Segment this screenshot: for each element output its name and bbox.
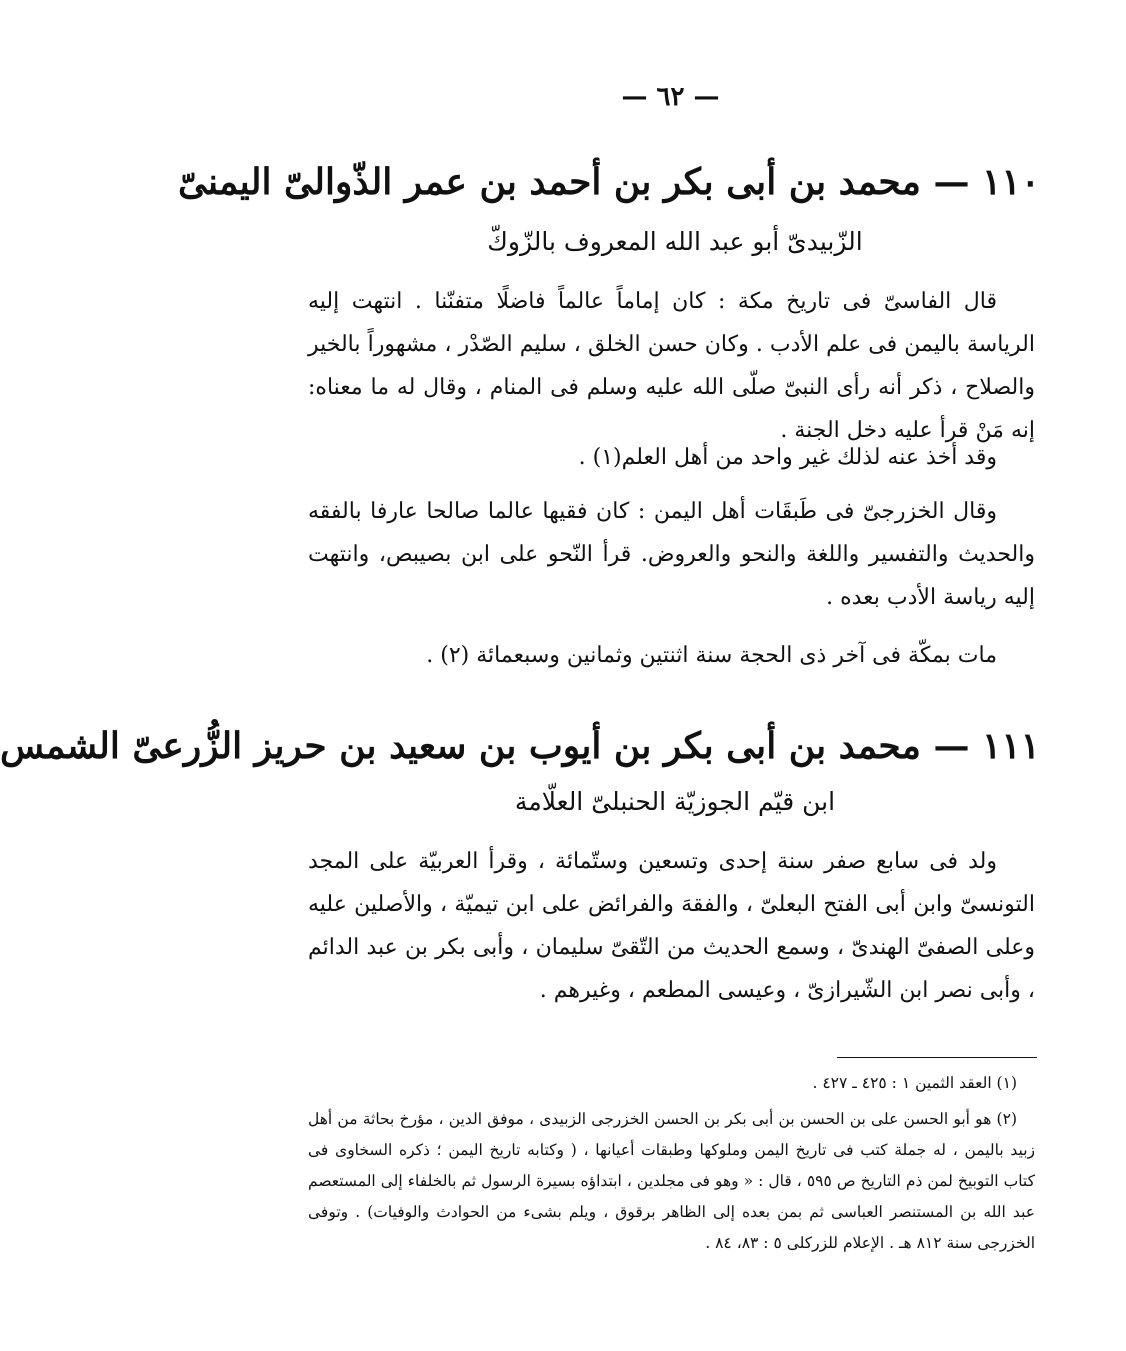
entry-110-paragraph-2: وقد أخذ عنه لذلك غير واحد من أهل العلم(١) . bbox=[578, 445, 997, 470]
footnote-separator bbox=[837, 1057, 1037, 1058]
entry-111-subtitle: ابن قيّم الجوزيّة الحنبلىّ العلّامة bbox=[514, 787, 836, 816]
entry-110-subtitle: الزّبيدىّ أبو عبد الله المعروف بالزّوكّ bbox=[487, 227, 863, 256]
entry-110-title: ١١٠ — محمد بن أبى بكر بن أحمد بن عمر الذّوالىّ اليمنىّ bbox=[177, 161, 1040, 203]
footnote-1: (١) العقد الثمين ١ : ٤٢٥ ـ ٤٢٧ . bbox=[812, 1074, 1017, 1092]
entry-110-paragraph-3: وقال الخزرجىّ فى طَبقَات أهل اليمن : كان فقيها عالما صالحا عارفا بالفقه والحديث والتفسير واللغة والنحو والعروض. قرأ النّحو على ابن بصيبص، وانتهت إليه رياسة الأدب بعده . bbox=[308, 499, 1035, 610]
entry-110-paragraph-1: قال الفاسىّ فى تاريخ مكة : كان إماماً عالماً فاضلًا متفنّنا . انتهت إليه الرياسة باليمن فى علم الأدب . وكان حسن الخلق ، سليم الصّدْر ، مشهوراً بالخير والصلاح ، ذكر أنه رأى النبىّ صلّى الله عليه وسلم فى المنام ، وقال له ما معناه: إنه مَنْ قرأ عليه دخل الجنة . bbox=[308, 289, 1035, 443]
page-number: — ٦٢ — bbox=[621, 82, 720, 112]
entry-110-paragraph-4: مات بمكّة فى آخر ذى الحجة سنة اثنتين وثمانين وسبعمائة (٢) . bbox=[426, 643, 997, 668]
entry-111-paragraph-1: ولد فى سابع صفر سنة إحدى وتسعين وستّمائة ، وقرأ العربيّة على المجد التونسىّ وابن أبى الفتح البعلىّ ، والفقهَ والفرائض على ابن تيميّة ، والأصلين عليه وعلى الصفىّ الهندىّ ، وسمع الحديث من التّقىّ سليمان ، وأبى بكر بن عبد الدائم ، وأبى نصر ابن الشّيرازىّ ، وعيسى المطعم ، وغيرهم . bbox=[308, 849, 1035, 1003]
entry-111-title: ١١١ — محمد بن أبى بكر بن أيوب بن سعيد بن حريز الزُّرعىّ الشمس bbox=[0, 725, 1040, 767]
footnote-2: (٢) هو أبو الحسن على بن الحسن بن أبى بكر بن الحسن الخزرجى الزبيدى ، موفق الدين ، مؤرخ بحاثة من أهل زبيد باليمن ، له جملة كتب فى تاريخ اليمن وملوكها وطبقات أعيانها ، ( وكتابه تاريخ اليمن ؛ ذكره السخاوى فى كتاب التوبيخ لمن ذم التاريخ ص ٥٩٥ ، قال : « وهو فى مجلدين ، ابتداؤه بسيرة الرسول ثم بالخلفاء إلى المستعصم عبد الله بن المستنصر العباسى ثم بمن بعده إلى الظاهر برقوق ، ويلم بشىء من الحوادث والوفيات) . وتوفى الخزرجى سنة ٨١٢ هـ . الإعلام للزركلى ٥ : ٨٣، ٨٤ . bbox=[308, 1110, 1035, 1252]
